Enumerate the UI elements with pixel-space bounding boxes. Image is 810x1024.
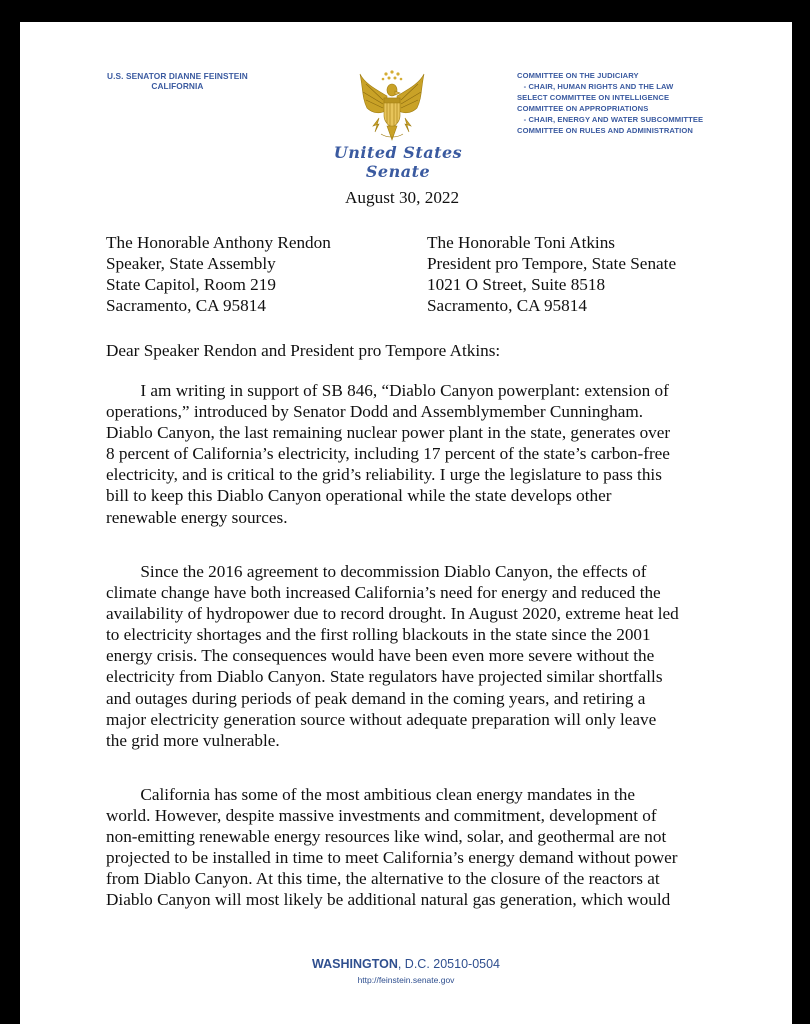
committee-line: - CHAIR, HUMAN RIGHTS AND THE LAW [517,82,674,91]
senate-letterhead-title: United States Senate [333,143,463,181]
paragraph-3 [106,784,726,911]
text-line: to electricity shortages and the first rolling blackouts in the state since the 2001 [106,625,651,645]
address-line: State Capitol, Room 219 [106,275,276,294]
text-line: from Diablo Canyon. At this time, the alternative to the closure of the reactors at [106,869,660,889]
address-line: Sacramento, CA 95814 [427,296,587,315]
text-line: electricity from Diablo Canyon. State regulators have projected similar shortfalls [106,667,663,687]
text-line: non-emitting renewable energy resources like wind, solar, and geothermal are not [106,827,667,847]
address-line: 1021 O Street, Suite 8518 [427,275,606,294]
committee-line: COMMITTEE ON APPROPRIATIONS [517,104,649,113]
address-line: The Honorable Anthony Rendon [106,233,331,252]
footer-website-link[interactable]: http://feinstein.senate.gov [357,975,455,985]
letter-date: August 30, 2022 [345,188,460,207]
senator-name: U.S. SENATOR DIANNE FEINSTEIN [107,71,248,81]
text-line: Since the 2016 agreement to decommission Diablo Canyon, the effects of [106,562,647,581]
address-line: Speaker, State Assembly [106,254,276,273]
address-line: Sacramento, CA 95814 [106,296,266,315]
footer-address [20,957,792,971]
text-line: I am writing in support of SB 846, “Diablo Canyon powerplant: extension of [106,381,669,400]
footer-zip: , D.C. 20510-0504 [397,957,501,971]
text-line: operations,” introduced by Senator Dodd and Assemblymember Cunningham. [106,402,644,422]
committee-line: COMMITTEE ON THE JUDICIARY [517,71,639,80]
committee-line: - CHAIR, ENERGY AND WATER SUBCOMMITTEE [517,115,704,124]
committee-line: SELECT COMMITTEE ON INTELLIGENCE [517,93,670,102]
footer-city-name: WASHINGTON [311,957,398,971]
paragraph-2 [106,561,726,751]
address-line: The Honorable Toni Atkins [427,233,615,252]
text-line: energy crisis. The consequences would have been even more severe without the [106,646,655,666]
text-line: climate change have both increased California’s need for energy and reduced the [106,583,661,603]
text-line: the grid more vulnerable. [106,730,280,750]
text-line: California has some of the most ambitious clean energy mandates in the [106,785,636,804]
committee-line: COMMITTEE ON RULES AND ADMINISTRATION [517,126,693,135]
address-line: President pro Tempore, State Senate [427,254,677,273]
text-line: Diablo Canyon will most likely be additional natural gas generation, which would [106,890,671,910]
text-line: availability of hydropower due to record drought. In August 2020, extreme heat led [106,604,679,624]
letter-page [20,22,792,1024]
senator-header [107,71,248,91]
text-line: projected to be installed in time to meet California’s energy demand without power [106,848,678,868]
text-line: bill to keep this Diablo Canyon operational while the state develops other [106,486,612,506]
text-line: renewable energy sources. [106,507,288,527]
recipient-address-left [106,232,331,316]
eagle-seal-icon [357,68,427,144]
recipient-address-right [427,232,676,316]
salutation: Dear Speaker Rendon and President pro Tempore Atkins: [106,341,501,360]
text-line: world. However, despite massive investments and commitment, development of [106,806,657,826]
text-line: Diablo Canyon, the last remaining nuclear power plant in the state, generates over [106,423,671,443]
text-line: major electricity generation source without adequate preparation will only leave [106,709,657,729]
text-line: electricity, and is critical to the grid’s reliability. I urge the legislature to pass this [106,465,662,485]
text-line: and outages during periods of peak demand in the coming years, and retiring a [106,688,646,708]
senator-state: CALIFORNIA [151,81,204,91]
committee-list [517,70,703,136]
paragraph-1 [106,380,726,528]
text-line: 8 percent of California’s electricity, including 17 percent of the state’s carbon-free [106,444,670,464]
